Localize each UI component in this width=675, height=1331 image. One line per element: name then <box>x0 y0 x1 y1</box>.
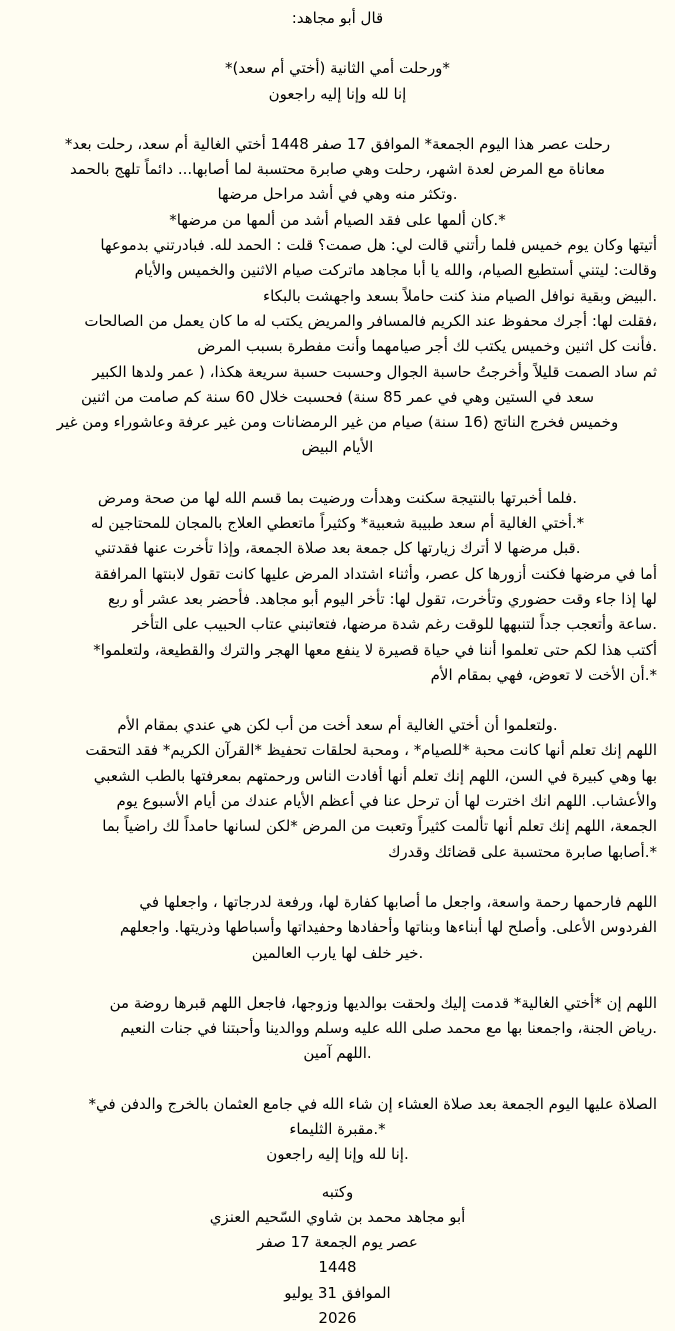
text-line: الأيام البيض <box>301 438 374 457</box>
signature-year-hijri: 1448 <box>318 1258 357 1277</box>
text-line: .فأنت كل اثنين وخميس يكتب لك أجر صيامهما وأنت مفطرة بسبب المرض <box>197 337 657 356</box>
signature-date-hijri: عصر يوم الجمعة 17 صفر <box>257 1233 418 1252</box>
text-line: أما في مرضها فكنت أزورها كل عصر، وأثناء اشتداد المرض عليها كانت تقول لابنتها المرافقة <box>94 564 657 583</box>
text-line: *.أن الأخت لا تعوض، فهي بمقام الأم <box>430 665 657 684</box>
text-line: وخميس فخرج الناتج (16 سنة) صيام من غير الرمضانات ومن غير عرفة وعاشوراء ومن غير <box>56 413 619 432</box>
paragraph-about-sister <box>18 486 657 688</box>
istirja-line: إنا لله وإنا إليه راجعون <box>268 84 407 103</box>
text-line: .البيض وبقية نوافل الصيام منذ كنت حاملاً بسعد واجهشت بالبكاء <box>263 286 657 305</box>
text-line: .إنا لله وإنا إليه راجعون <box>266 1145 409 1164</box>
text-line: .وتكثر منه وهي في أشد مراحل مرضها <box>217 185 458 204</box>
message-header <box>18 6 657 107</box>
text-line: الصلاة عليها اليوم الجمعة بعد صلاة العشاء إن شاء الله في جامع العثمان بالخرج والدفن في* <box>88 1094 657 1113</box>
paragraph-supplication-2 <box>18 890 657 966</box>
text-line: *.مقبرة الثليماء <box>289 1119 386 1138</box>
text-line: .ساعة وأتعجب جداً لتنبهها للوقت رغم شدة مرضها، فتعاتبني عتاب الحبيب على التأخر <box>132 615 657 634</box>
text-line: .اللهم آمين <box>303 1044 372 1063</box>
text-line: لها إذا جاء وقت حضوري وتأخرت، تقول لها: تأخر اليوم أبو مجاهد. فأحضر بعد عشر أو ربع <box>108 589 657 608</box>
text-line: ،فقلت لها: أجرك محفوظ عند الكريم فالمسافر والمريض يكتب له ما كان يعمل من الصالحات <box>84 311 657 330</box>
paragraph-supplication-1 <box>18 713 657 865</box>
text-line: اللهم إن *أختي الغالية* قدمت إليك ولحقت بوالديها وزوجها، فاجعل اللهم قبرها روضة من <box>109 993 657 1012</box>
text-line: بها وهي كبيرة في السن، اللهم إنك تعلم أنها أفادت الناس ورحمتهم بمعرفتها بالطب الشعبي <box>93 766 657 785</box>
paragraph-death-announcement <box>18 132 657 233</box>
text-line: والأعشاب. اللهم انك اخترت لها أن ترحل عنا في أعظم الأيام عندك من أيام الأسبوع يوم <box>116 792 657 811</box>
signature-wrote: وكتبه <box>321 1182 354 1201</box>
signature-year-gregorian: 2026 <box>318 1309 357 1328</box>
signature-name: أبو مجاهد محمد بن شاوي السّحيم العنزي <box>209 1207 466 1226</box>
signature-block <box>18 1180 657 1331</box>
text-line: .فلما أخبرتها بالنتيجة سكنت وهدأت ورضيت بما قسم الله لها من صحة ومرض <box>97 488 578 507</box>
signature-date-gregorian: الموافق 31 يوليو <box>284 1283 391 1302</box>
text-line: معاناة مع المرض لعدة اشهر، رحلت وهي صابرة محتسبة لما أصابها... دائماً تلهج بالحمد <box>69 160 606 179</box>
text-line: وقالت: ليتني أستطيع الصيام، والله يا أبا مجاهد ماتركت صيام الاثنين والخميس والأيام <box>134 261 657 280</box>
text-line: الجمعة، اللهم إنك تعلم أنها تألمت كثيراً وتعبت من المرض *لكن لسانها حامداً لك راضياً بما <box>102 817 657 836</box>
paragraph-supplication-3 <box>18 991 657 1067</box>
text-line: .ولتعلموا أن أختي الغالية أم سعد أخت من أب لكن هي عندي بمقام الأم <box>117 716 558 735</box>
text-line: أكتب هذا لكم حتى تعلموا أننا في حياة قصيرة لا ينفع معها الهجر والترك والقطيعة، ولتعلموا* <box>93 640 657 659</box>
text-line: سعد في الستين وهي في عمر 85 سنة) فحسبت خلال 60 سنة كم صامت من اثنين <box>80 387 595 406</box>
text-line: رحلت عصر هذا اليوم الجمعة* الموافق 17 صفر 1448 أختي الغالية أم سعد، رحلت بعد* <box>64 134 611 153</box>
paragraph-funeral-info <box>18 1092 657 1168</box>
speaker-line: قال أبو مجاهد: <box>291 9 384 27</box>
text-line: ثم ساد الصمت قليلاً وأخرجتُ حاسبة الجوال وحسبت حسبة سريعة هكذا، ( عمر ولدها الكبير <box>92 362 657 381</box>
text-line: اللهم فارحمها رحمة واسعة، واجعل ما أصابها كفارة لها، ورفعة لدرجاتها ، واجعلها في <box>139 892 657 911</box>
message-title: *ورحلت أمي الثانية (أختي أم سعد)* <box>225 59 450 78</box>
text-line: .خير خلف لها يارب العالمين <box>251 943 424 962</box>
text-line: *.كان ألمها على فقد الصيام أشد من ألمها من مرضها* <box>169 210 506 229</box>
text-line: .قبل مرضها لا أترك زيارتها كل جمعة بعد صلاة الجمعة، وإذا تأخرت عنها فقدتني <box>94 539 581 558</box>
text-line: أتيتها وكان يوم خميس فلما رأتني قالت لي: هل صمت؟ قلت : الحمد لله. فبادرتني بدموعها <box>100 236 657 255</box>
text-line: اللهم إنك تعلم أنها كانت محبة *للصيام* ، ومحبة لحلقات تحفيظ *القرآن الكريم* فقد التحقت <box>85 741 657 760</box>
text-line: *.أختي الغالية أم سعد طبيبة شعبية* وكثيراً ماتعطي العلاج بالمجان للمحتاجين له <box>90 514 585 533</box>
text-line: الفردوس الأعلى. وأصلح لها أبناءها وبناتها وأحفادها وحفيداتها وأسباطها وذريتها. واجعلهم <box>119 918 657 937</box>
paragraph-visit-story <box>18 233 657 461</box>
text-line: .رياض الجنة، واجمعنا بها مع محمد صلى الله عليه وسلم ووالدينا وأحبتنا في جنات النعيم <box>120 1019 657 1038</box>
text-line: *.أصابها صابرة محتسبة على قضائك وقدرك <box>388 842 657 861</box>
